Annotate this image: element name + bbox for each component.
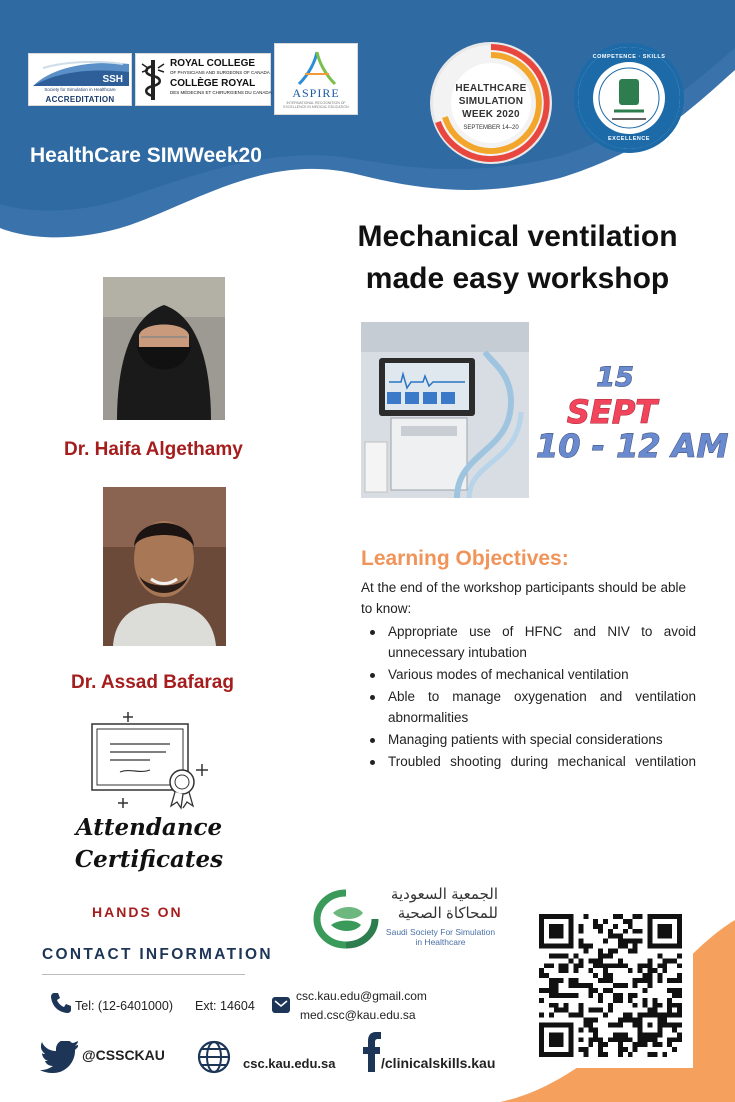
objective-item: Various modes of mechanical ventilation	[361, 664, 696, 685]
royal-college-line1: ROYAL COLLEGE	[170, 58, 256, 69]
saudi-society-simulation-logo	[313, 885, 503, 955]
royal-college-line3: COLLÈGE ROYAL	[170, 78, 256, 89]
phone-number[interactable]: Tel: (12-6401000)	[75, 999, 173, 1013]
twitter-handle[interactable]: @CSSCKAU	[82, 1047, 165, 1063]
facebook-link[interactable]: /clinicalskills.kau	[381, 1055, 496, 1071]
sim-week-dates: SEPTEMBER 14–20	[463, 125, 519, 131]
aspire-logo	[274, 43, 358, 115]
date-month: SEPT	[566, 393, 658, 431]
workshop-title	[310, 216, 725, 300]
hands-on-tag: HANDS ON	[92, 904, 183, 920]
speaker-name-assad: Dr. Assad Bafarag	[71, 672, 234, 693]
phone-icon	[50, 992, 72, 1014]
speaker-name-haifa: Dr. Haifa Algethamy	[64, 439, 243, 460]
certificate-line2: Certificates	[74, 846, 224, 873]
workshop-title-line2: made easy workshop	[365, 262, 670, 295]
csc-top-text: COMPETENCE · SKILLS	[592, 54, 666, 60]
ventilator-photo	[361, 322, 529, 498]
email-link-2[interactable]: med.csc@kau.edu.sa	[300, 1008, 416, 1022]
aspire-mark-icon	[297, 50, 337, 86]
speaker-photo-assad	[103, 487, 226, 646]
globe-icon	[197, 1040, 231, 1074]
ssh-subtitle: Society for Simulation in Healthcare	[44, 87, 116, 92]
contact-divider	[42, 974, 245, 975]
certificate-line1: Attendance	[75, 814, 223, 841]
bullet-icon	[370, 630, 375, 635]
aspire-name: ASPIRE	[292, 86, 340, 100]
saudi-society-arabic-2: للمحاكاة الصحية	[397, 905, 498, 922]
objective-item: Able to manage oxygenation and ventilation abnormalities	[361, 686, 696, 728]
sim-week-line1: HEALTHCARE	[455, 83, 527, 94]
simulation-week-badge	[430, 42, 552, 164]
royal-college-logo	[135, 53, 271, 106]
ssh-accreditation-logo	[28, 53, 132, 106]
objective-item: Managing patients with special considerations	[361, 729, 696, 750]
royal-college-crest-icon	[140, 58, 166, 102]
clinical-skills-center-badge	[574, 43, 684, 153]
phone-extension: Ext: 14604	[195, 999, 255, 1013]
objectives-intro: At the end of the workshop participants should be able to know:	[361, 580, 686, 616]
royal-college-line2: OF PHYSICIANS AND SURGEONS OF CANADA	[170, 70, 270, 75]
bullet-icon	[370, 673, 375, 678]
facebook-icon	[363, 1032, 381, 1072]
twitter-icon	[40, 1041, 78, 1073]
certificate-icon	[80, 702, 210, 810]
csc-bottom-text: EXCELLENCE	[608, 136, 650, 142]
sim-week-line3: WEEK 2020	[462, 109, 520, 120]
qr-code[interactable]	[539, 914, 682, 1057]
objectives-list	[361, 621, 696, 773]
date-day: 15	[596, 362, 634, 393]
date-time: 10 - 12 AM	[536, 427, 729, 465]
ssh-accreditation-label: ACCREDITATION	[45, 95, 115, 104]
sim-week-line2: SIMULATION	[458, 96, 524, 107]
saudi-society-arabic-1: الجمعية السعودية	[390, 886, 498, 903]
workshop-title-line1: Mechanical ventilation	[357, 220, 678, 253]
mail-icon	[272, 997, 290, 1013]
royal-college-line4: DES MÉDECINS ET CHIRURGIENS DU CANADA	[170, 90, 272, 95]
bullet-icon	[370, 738, 375, 743]
aspire-subtitle: INTERNATIONAL RECOGNITION OF EXCELLENCE IN MEDICAL EDUCATION	[283, 101, 349, 109]
saudi-society-english-2: in Healthcare	[415, 937, 466, 947]
objective-item: Appropriate use of HFNC and NIV to avoid unnecessary intubation	[361, 621, 696, 663]
saudi-society-mark-icon	[313, 889, 379, 949]
email-link-1[interactable]: csc.kau.edu@gmail.com	[296, 989, 427, 1003]
bullet-icon	[370, 760, 375, 765]
speaker-photo-haifa	[103, 277, 225, 420]
ssh-abbr: SSH	[102, 74, 123, 85]
event-title: HealthCare SIMWeek20	[30, 144, 262, 167]
objectives-heading: Learning Objectives:	[361, 547, 569, 570]
bullet-icon	[370, 695, 375, 700]
website-link[interactable]: csc.kau.edu.sa	[243, 1056, 336, 1071]
saudi-society-english-1: Saudi Society For Simulation	[385, 927, 496, 937]
qr-code-box[interactable]	[528, 904, 693, 1068]
objective-item: Troubled shooting during mechanical ventilation	[361, 751, 696, 772]
contact-heading: CONTACT INFORMATION	[42, 946, 273, 963]
